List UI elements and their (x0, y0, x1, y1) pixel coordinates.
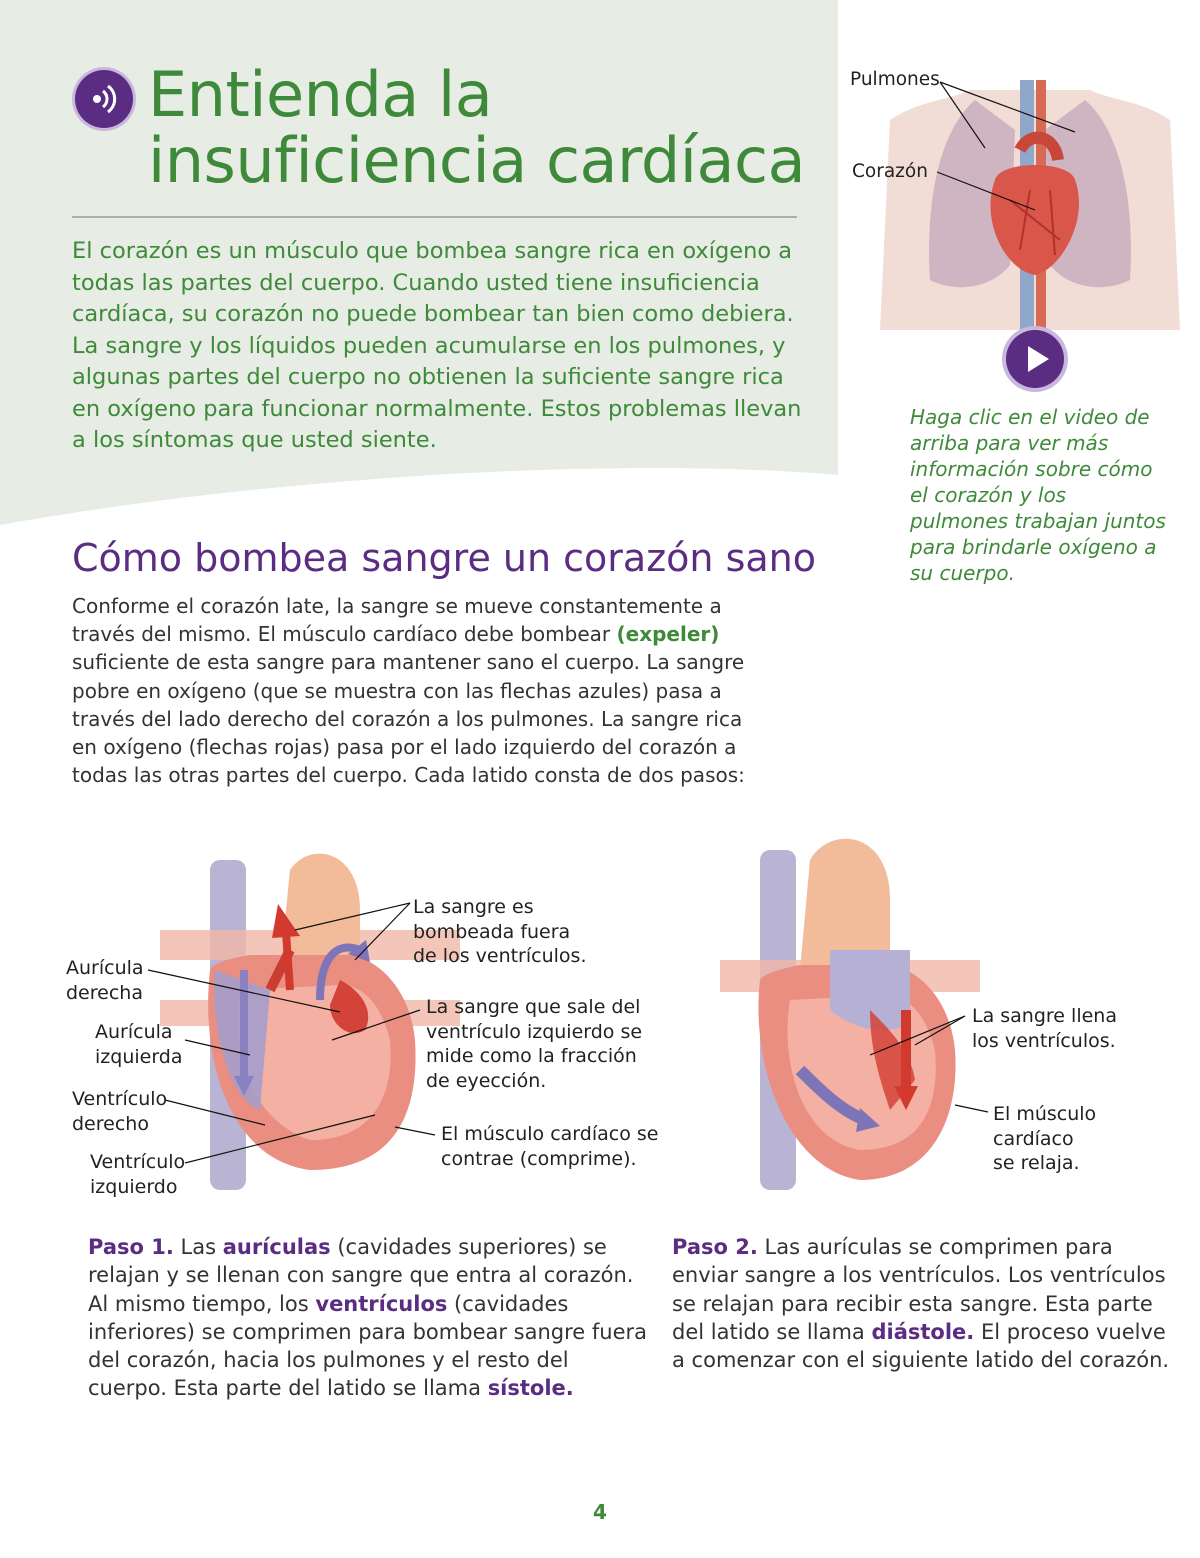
page-number: 4 (593, 1500, 607, 1524)
label-line: Aurícula (66, 957, 144, 979)
label-blood-pumped-out (413, 895, 586, 969)
label-line: El músculo (993, 1103, 1097, 1125)
keyword-ventricles: ventrículos (315, 1291, 448, 1316)
label-line: de los ventrículos. (413, 945, 587, 967)
label-line: mide como la fracción (426, 1045, 637, 1067)
step-text: (cavidades superiores) se relajan y se llenan con sangre que entra al corazón. Al mismo tiempo, los (88, 1235, 634, 1316)
label-line: cardíaco (993, 1127, 1074, 1150)
step-2-paragraph (672, 1233, 1172, 1374)
intro-paragraph: El corazón es un músculo que bombea sangre rica en oxígeno a todas las partes del cuerpo. Cuando usted tiene insuficiencia cardíaca, su corazón no puede bombear tan bien como debiera. La sangre y los líquidos pueden acumularse en los pulmones, y algunas partes del cuerpo no obtienen la suficiente sangre rica en oxígeno para funcionar normalmente. Estos problemas llevan a los síntomas que usted siente. (72, 238, 802, 453)
label-line: La sangre es (413, 896, 534, 918)
label-left-atrium (95, 1020, 183, 1069)
section-heading: Cómo bombea sangre un corazón sano (72, 536, 816, 580)
page-title: Entienda la insuficiencia cardíaca (148, 58, 806, 197)
title-divider (72, 216, 797, 218)
step-text: Las (173, 1235, 223, 1259)
label-line: contrae (comprime). (441, 1147, 637, 1170)
label-line: La sangre llena (972, 1005, 1117, 1027)
body-text-2: suficiente de esta sangre para mantener sano el cuerpo. La sangre pobre en oxígeno (que se muestra con las flechas azules) pasa a través del lado derecho del corazón a los pulmones. La sangre rica en oxígeno (flechas rojas) pasa por el lado izquierdo del corazón a todas las otras partes del cuerpo. Cada latido consta de dos pasos: (72, 650, 745, 788)
label-muscle-contracts (441, 1122, 658, 1171)
step-1-paragraph (88, 1233, 648, 1403)
video-play-button[interactable] (1006, 330, 1064, 388)
label-line: bombeada fuera (413, 920, 571, 943)
label-line: Aurícula (95, 1021, 173, 1043)
label-line: derecha (66, 981, 143, 1004)
label-line: Ventrículo (90, 1151, 186, 1173)
label-right-ventricle (72, 1087, 167, 1136)
step-2-title: Paso 2. (672, 1235, 758, 1259)
lungs-label: Pulmones (850, 69, 940, 90)
label-left-ventricle (90, 1150, 185, 1199)
keyword-systole: sístole. (487, 1376, 574, 1401)
audio-icon[interactable] (75, 70, 133, 128)
body-text-1: Conforme el corazón late, la sangre se mueve constantemente a través del mismo. El músculo cardíaco debe bombear (72, 594, 722, 647)
speaker-waves-icon (86, 81, 122, 117)
keyword-atria: aurículas (222, 1235, 331, 1259)
step-text: Las aurículas se comprimen para enviar sangre a los ventrículos. Los ventrículos se relajan para recibir esta sangre. Esta parte del latido se llama (672, 1235, 1166, 1344)
label-right-atrium (66, 956, 144, 1005)
label-muscle-relaxes (993, 1102, 1096, 1176)
label-line: La sangre que sale del (426, 996, 641, 1018)
play-icon (1006, 330, 1064, 388)
label-line: izquierdo (90, 1175, 178, 1198)
step-text: El proceso vuelve a comenzar con el siguiente latido del corazón. (672, 1319, 1170, 1373)
label-line: izquierda (95, 1045, 183, 1068)
step-1-title: Paso 1. (88, 1235, 174, 1259)
keyword-expel: (expeler) (616, 622, 720, 647)
step-text: (cavidades inferiores) se comprimen para bombear sangre fuera del corazón, hacia los pulmones y el resto del cuerpo. Esta parte del latido se llama (88, 1291, 648, 1401)
heart-diastole-illustration (720, 820, 980, 1200)
label-line: El músculo cardíaco se (441, 1123, 659, 1145)
heart-label: Corazón (852, 161, 928, 182)
label-line: de eyección. (426, 1069, 547, 1092)
label-line: Ventrículo (72, 1088, 168, 1110)
label-line: los ventrículos. (972, 1029, 1116, 1052)
label-line: ventrículo izquierdo se (426, 1020, 643, 1043)
label-blood-fills (972, 1004, 1117, 1053)
body-paragraph (72, 592, 772, 789)
video-caption: Haga clic en el video de arriba para ver más información sobre cómo el corazón y los pulmones trabajan juntos para brindarle oxígeno a su cuerpo. (910, 405, 1166, 585)
label-ejection-fraction (426, 995, 642, 1093)
heart-systole-illustration (160, 840, 460, 1200)
keyword-diastole: diástole. (871, 1319, 975, 1344)
label-line: derecho (72, 1112, 149, 1135)
label-line: se relaja. (993, 1152, 1080, 1174)
